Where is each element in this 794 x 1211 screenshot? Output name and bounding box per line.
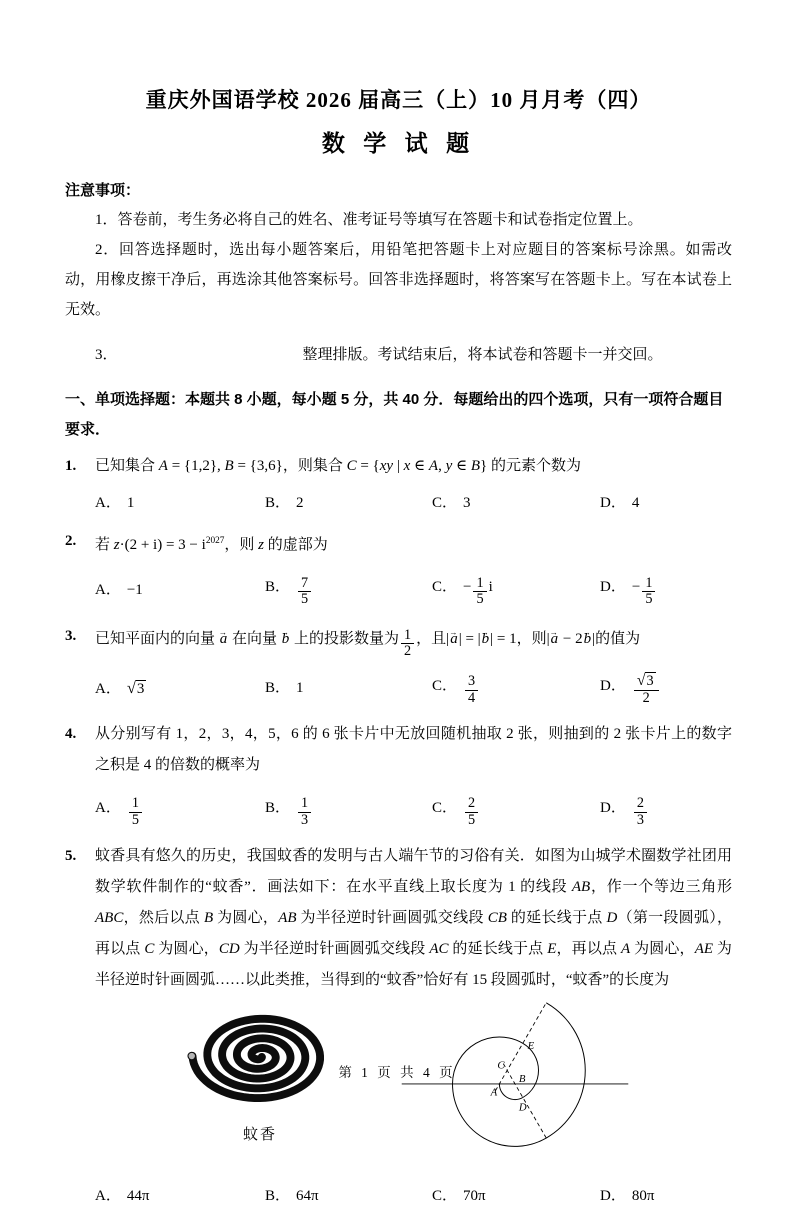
option-2D: D． − $\frac{1}{5}$	[600, 572, 732, 607]
option-1A: A． 1	[95, 495, 135, 511]
option-3C: C． $\frac{3}{4}$	[432, 671, 600, 706]
notice-item-3-text: 整理排版。考试结束后，将本试卷和答题卡一并交回。	[302, 347, 663, 363]
question-4-text: 从分别写有 1，2，3，4，5，6 的 6 张卡片中无放回随机抽取 2 张，则抽到的 2 张卡片上的数字之积是 4 的倍数的概率为	[95, 726, 732, 774]
option-5A: A． 44π	[95, 1188, 150, 1205]
question-3-number: 3.	[65, 628, 77, 644]
spiral-diagram	[397, 998, 633, 1164]
page-subtitle: 数 学 试 题	[321, 130, 476, 156]
question-3-text: 已知平面内的向量 → a 在向量 → b 上的投影数量为 $\frac{1}{2}$ ，且|→ a| = |→ b| = 1，则|→ a − 2→ b|的值为	[95, 621, 732, 659]
question-2	[65, 526, 732, 561]
question-1	[65, 451, 732, 482]
label-point-C: C	[497, 1059, 505, 1072]
question-4-number: 4.	[65, 726, 77, 743]
question-2-number: 2.	[65, 533, 77, 549]
question-4	[65, 719, 732, 781]
question-5-number: 5.	[65, 848, 77, 865]
label-point-E: E	[527, 1040, 535, 1053]
spiral-diagram-figure	[397, 998, 633, 1169]
option-2B: B． $\frac{7}{5}$	[265, 572, 432, 607]
option-4C: C． $\frac{2}{5}$	[432, 793, 600, 828]
question-2-text: 若 $z\cdot(2 + i) = 3 - i^{2027}$，则 z 的虚部为	[95, 536, 328, 553]
question-2-options	[95, 567, 732, 613]
label-point-D: D	[518, 1101, 527, 1114]
label-point-B: B	[518, 1073, 526, 1086]
question-5	[65, 841, 732, 996]
page-title: 重庆外国语学校 2026 届高三（上）10 月月考（四）	[145, 88, 652, 112]
option-3D: D． $\frac{√3}{2}$	[600, 671, 732, 706]
option-5D: D． 80π	[600, 1188, 655, 1205]
question-3	[65, 621, 732, 659]
option-5B: B． 64π	[265, 1188, 319, 1205]
option-1C: C． 3	[432, 495, 471, 511]
notice-item-3-number: 3．	[95, 347, 118, 363]
option-5C: C． 70π	[432, 1188, 486, 1205]
section-1-heading: 一、单项选择题：本题共 8 小题，每小题 5 分，共 40 分．每题给出的四个选项，只有一项符合题目要求．	[65, 391, 724, 438]
option-4D: D． $\frac{2}{3}$	[600, 793, 732, 828]
notice-item-3	[65, 340, 732, 370]
mosquito-coil-image	[185, 1004, 335, 1108]
question-5-options	[95, 1181, 732, 1211]
coil-caption: 蚊香	[242, 1127, 277, 1144]
option-4B: B． $\frac{1}{3}$	[265, 793, 432, 828]
question-1-text: 已知集合 A = {1,2}, B = {3,6}，则集合 C = {xy | x ∈ A, y ∈ B} 的元素个数为	[95, 458, 581, 474]
option-1D: D． 4	[600, 495, 640, 511]
notice-item-2: 2．回答选择题时，选出每小题答案后，用铅笔把答题卡上对应题目的答案标号涂黑。如需改动，用橡皮擦干净后，再选涂其他答案标号。回答非选择题时，将答案写在答题卡上。写在本试卷上无效。	[65, 242, 732, 318]
question-3-options	[95, 665, 732, 711]
option-2C: C． − $\frac{1}{5}$ i	[432, 574, 493, 608]
notice-item-1: 1．答卷前，考生务必将自己的姓名、准考证号等填写在答题卡和试卷指定位置上。	[95, 212, 643, 228]
option-1B: B． 2	[265, 495, 304, 511]
notice-heading: 注意事项：	[65, 182, 141, 199]
option-3A: A． √3	[95, 677, 145, 697]
coil-spiral	[193, 1019, 321, 1098]
option-3B: B． 1	[265, 680, 304, 697]
label-point-A: A	[490, 1087, 498, 1100]
option-2A: A． −1	[95, 582, 143, 598]
page-footer: 第 1 页 共 4 页	[338, 1065, 456, 1080]
question-5-text: 蚊香具有悠久的历史，我国蚊香的发明与古人端午节的习俗有关．如图为山城学术圈数学社团用数学软件制作的“蚊香”．画法如下：在水平直线上取长度为 1 的线段 AB，作一个等边三角形 ABC，然后以点 B 为圆心，AB 为半径逆时针画圆弧交线段 CB 的延长线于点 D（第一段圆弧），再以点 C 为圆心，CD 为半径逆时针画圆弧交线段 AC 的延长线于点 E，再以点 A 为圆心，AE 为半径逆时针画圆弧……以此类推，当得到的“蚊香”恰好有 15 段圆弧时，“蚊香”的长度为	[95, 848, 732, 989]
question-1-number: 1.	[65, 458, 77, 474]
question-4-options	[95, 787, 732, 833]
question-5-figures	[185, 1004, 732, 1169]
coil-tip	[188, 1053, 196, 1061]
option-4A: A． $\frac{1}{5}$	[95, 793, 265, 828]
question-1-options	[95, 488, 732, 518]
